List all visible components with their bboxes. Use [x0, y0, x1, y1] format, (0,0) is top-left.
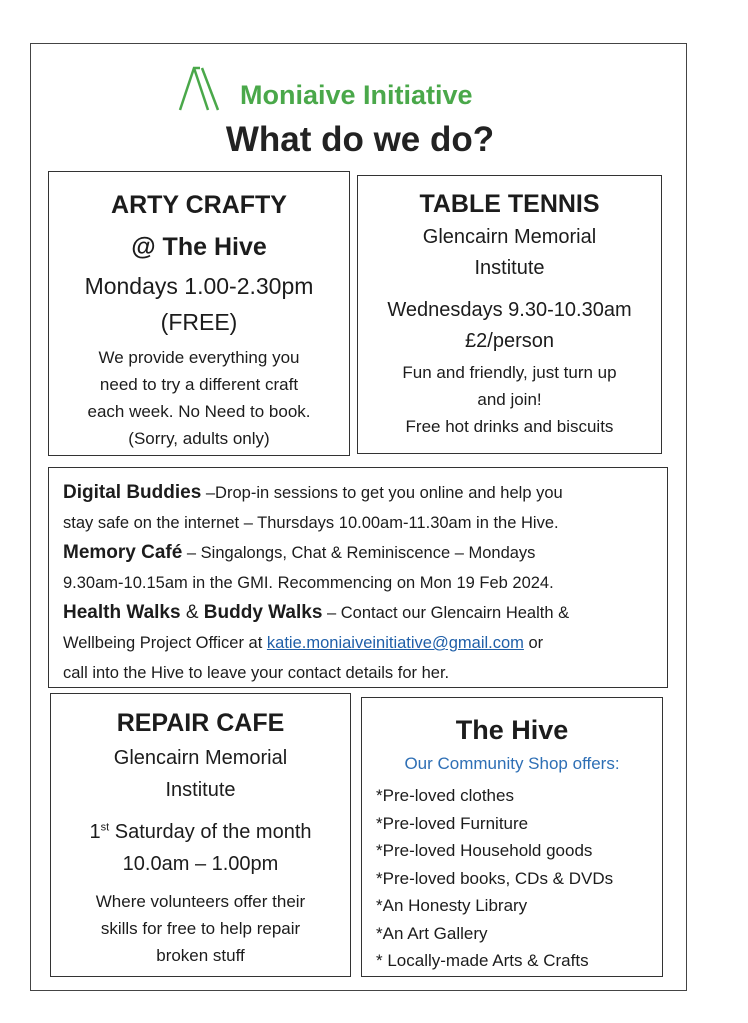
list-item: *Pre-loved Household goods — [376, 841, 593, 860]
page-title: What do we do? — [225, 120, 495, 159]
repair-desc-line: broken stuff — [156, 946, 245, 965]
walks-contact-row — [63, 628, 653, 658]
arty-desc-line: We provide everything you — [98, 348, 300, 367]
tt-desc-line: Free hot drinks and biscuits — [405, 417, 614, 436]
org-name: Moniaive Initiative — [240, 80, 473, 110]
the-hive-box — [361, 697, 663, 977]
list-item: *An Honesty Library — [376, 896, 528, 915]
arty-desc-line: each week. No Need to book. — [87, 402, 311, 421]
walks-amp: & — [180, 602, 204, 623]
list-item: *Pre-loved Furniture — [376, 813, 529, 833]
walks-text: – Contact our Glencairn Health & — [322, 604, 570, 622]
tt-desc-line: Fun and friendly, just turn up — [402, 363, 617, 382]
arty-price: (FREE) — [160, 309, 238, 335]
arty-title-line2: @ The Hive — [131, 233, 267, 261]
repair-desc-line: Where volunteers offer their — [95, 892, 306, 911]
arty-description — [49, 344, 349, 452]
list-item: *Pre-loved clothes — [376, 786, 514, 805]
digital-buddies-heading: Digital Buddies — [63, 482, 202, 503]
contact-email-link[interactable]: katie.moniaiveinitiative@gmail.com — [266, 634, 524, 652]
moniaive-logo-icon — [178, 66, 226, 112]
arty-desc-line: need to try a different craft — [99, 375, 299, 394]
arty-desc-line: (Sorry, adults only) — [128, 429, 270, 448]
digital-buddies-text-2: stay safe on the internet – Thursdays 10.00am-11.30am in the Hive. — [63, 514, 559, 532]
tt-time: Wednesdays 9.30-10.30am — [387, 299, 632, 321]
table-tennis-box — [357, 175, 662, 454]
arty-time: Mondays 1.00-2.30pm — [84, 273, 314, 299]
memory-cafe-heading: Memory Café — [63, 542, 183, 563]
repair-cafe-box — [50, 693, 351, 977]
repair-time: 10.0am – 1.00pm — [122, 853, 279, 875]
tt-desc-line: and join! — [477, 390, 542, 409]
hive-offer-list — [362, 782, 662, 975]
repair-description — [51, 888, 350, 969]
list-item: *An Art Gallery — [376, 923, 488, 943]
repair-desc-line: skills for free to help repair — [100, 919, 301, 938]
walks-row — [63, 598, 653, 628]
list-item: *Pre-loved books, CDs & DVDs — [376, 868, 614, 888]
repair-venue-line1: Glencairn Memorial — [113, 747, 288, 769]
table-tennis-title: TABLE TENNIS — [419, 190, 600, 218]
header — [178, 66, 558, 116]
repair-when-num: 1 — [89, 821, 101, 843]
repair-cafe-title: REPAIR CAFE — [116, 709, 285, 737]
arty-crafty-box — [48, 171, 350, 456]
memory-cafe-text: – Singalongs, Chat & Reminiscence – Mondays — [182, 544, 536, 562]
list-item: * Locally-made Arts & Crafts — [376, 951, 589, 970]
hive-title: The Hive — [455, 715, 569, 745]
tt-venue-line2: Institute — [474, 257, 545, 279]
digital-buddies-row — [63, 478, 653, 508]
memory-cafe-text-2: 9.30am-10.15am in the GMI. Recommencing on Mon 19 Feb 2024. — [63, 574, 554, 592]
repair-when — [51, 816, 350, 848]
repair-when-rest: Saturday of the month — [109, 821, 312, 843]
digital-buddies-text: –Drop-in sessions to get you online and help you — [201, 484, 563, 502]
hive-subtitle: Our Community Shop offers: — [404, 754, 620, 773]
arty-title-line1: ARTY CRAFTY — [111, 191, 287, 219]
memory-cafe-row — [63, 538, 653, 568]
tt-venue-line1: Glencairn Memorial — [422, 226, 597, 248]
walks-text-3: call into the Hive to leave your contact details for her. — [63, 664, 450, 682]
walks-text-pre: Wellbeing Project Officer at — [63, 634, 267, 652]
walks-text-post: or — [523, 634, 544, 652]
tt-price: £2/person — [465, 330, 554, 352]
health-walks-heading: Health Walks — [63, 602, 181, 623]
tt-description — [358, 359, 661, 440]
repair-when-sup: st — [100, 821, 110, 834]
arty-title — [49, 184, 349, 268]
repair-venue-line2: Institute — [165, 779, 236, 801]
buddy-walks-heading: Buddy Walks — [203, 602, 323, 623]
services-info-box — [48, 467, 668, 688]
